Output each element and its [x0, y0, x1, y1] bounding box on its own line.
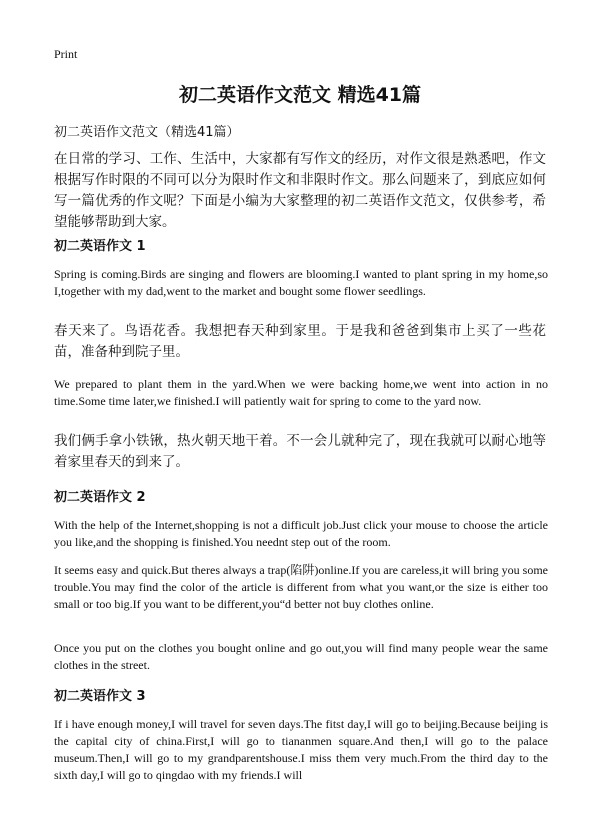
essay-3-paragraph-1: If i have enough money,I will travel for seven days.The fitst day,I will go to beijing.Because beijing is the capital city of china.First,I will go to tiananmen square.And then,I will go to the palace museum.Then,I will go to my grandparentshouse.I miss them very much.From the third day to the sixth day,I will go to qingdao with my friends.I will — [54, 717, 548, 782]
page-subtitle: 初二英语作文范文（精选41篇） — [54, 125, 240, 140]
essay-1-paragraph-3: We prepared to plant them in the yard.When we were backing home,we went into action in no time.Some time later,we finished.I will patiently wait for spring to come to the yard now. — [54, 377, 548, 408]
essay-2-paragraph-2: It seems easy and quick.But theres always a trap(陷阱)online.If you are careless,it will bring you some trouble.You may find the color of the article is different from what you want,or the size is either too small or too big.If you want to be different,you“d better not buy clothes online. — [54, 563, 548, 611]
essay-1-paragraph-1: Spring is coming.Birds are singing and flowers are blooming.I wanted to plant spring in my home,so I,together with my dad,went to the market and bought some flower seedlings. — [54, 267, 548, 298]
essay-2-paragraph-1: With the help of the Internet,shopping is not a difficult job.Just click your mouse to choose the article you like,and the shopping is finished.You neednt step out of the room. — [54, 518, 548, 549]
page-title: 初二英语作文范文 精选41篇 — [178, 84, 422, 106]
essay-1-paragraph-4: 我们俩手拿小铁锹，热火朝天地干着。不一会儿就种完了，现在我就可以耐心地等着家里春天的到来了。 — [54, 433, 546, 470]
intro-paragraph: 在日常的学习、工作、生活中，大家都有写作文的经历，对作文很是熟悉吧，作文根据写作时限的不同可以分为限时作文和非限时作文。那么问题来了，到底应如何写一篇优秀的作文呢？下面是小编为大家整理的初二英语作文范文，仅供参考，希望能够帮助到大家。 — [54, 151, 546, 230]
section-heading-1: 初二英语作文 1 — [54, 239, 146, 254]
essay-2-paragraph-3: Once you put on the clothes you bought online and go out,you will find many people wear the same clothes in the street. — [54, 641, 548, 672]
essay-1-paragraph-2: 春天来了。鸟语花香。我想把春天种到家里。于是我和爸爸到集市上买了一些花苗，准备种到院子里。 — [54, 323, 546, 360]
section-heading-2: 初二英语作文 2 — [54, 490, 146, 505]
section-heading-3: 初二英语作文 3 — [54, 689, 146, 704]
print-label[interactable]: Print — [54, 47, 78, 61]
